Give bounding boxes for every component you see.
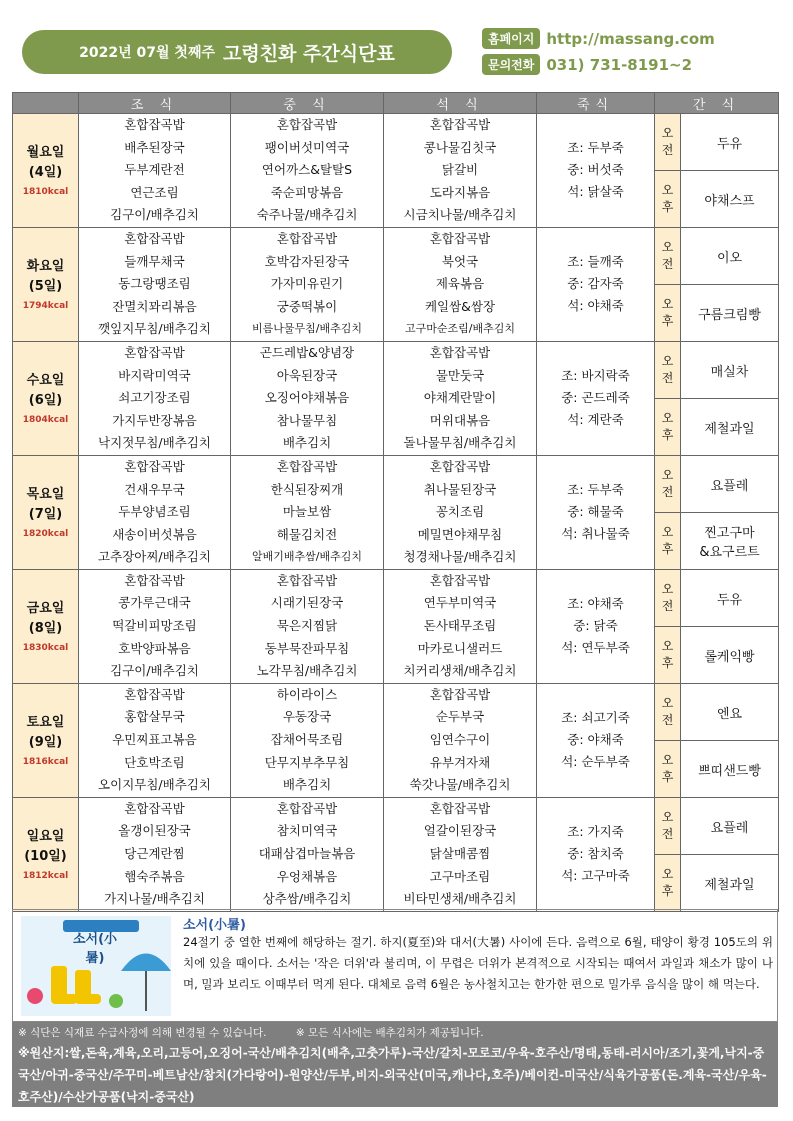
header-lunch: 중 식 — [231, 93, 384, 114]
menu-item: 아욱된장국 — [276, 367, 338, 383]
solar-term-text: 24절기 중 열한 번째에 해당하는 절기. 하지(夏至)와 대서(大暑) 사이에 든다. 음력으로 6월, 태양이 황경 105도의 위치에 있을 때이다. 소서는 '작은 더위'라 불리며, 이 무렵은 더위가 본격적으로 시작되는 때여서 과일과 채소가 많이 나며, 밀과 보리도 이때부터 먹게 된다. 대체로 음력 6월은 농사철치고는 한가한 편으로 밀가루 음식을 많이 해 먹는다. — [183, 935, 773, 991]
menu-item: 혼합잡곡밥 — [124, 230, 185, 246]
title-banner — [22, 30, 452, 74]
juk-item: 중: 닭죽 — [573, 618, 618, 634]
menu-item: 혼합잡곡밥 — [429, 230, 491, 246]
menu-item: 낙지젓무침/배추김치 — [98, 435, 211, 451]
lunch-cell — [231, 455, 384, 569]
origin-info: ※원산지:쌀,돈육,계육,오리,고등어,오징어-국산/배추김치(배추,고춧가루)-국산/갈치-모로코/우육-호주산/명태,동태-러시아/조기,꽃게,낙지-중국산/아귀-중국산/주꾸미-베트남산/참치(가다랑어)-원양산/두부,비지-외국산(미국,캐나다,호주)/베이컨-미국산/식육가공품(돈.계육-국산/우육-호주산)/수산가공품(낙지-중국산) — [18, 1046, 767, 1104]
day-date: (4일) — [28, 165, 63, 181]
table-row — [13, 797, 779, 854]
menu-item: 상추쌈/배추김치 — [262, 891, 352, 907]
day-name: 월요일 — [26, 145, 65, 161]
menu-item: 혼합잡곡밥 — [124, 800, 185, 816]
day-name: 금요일 — [26, 601, 65, 617]
juk-item: 석: 취나물죽 — [561, 526, 630, 542]
menu-item: 연근조림 — [130, 184, 179, 200]
menu-item: 오이지무침/배추김치 — [98, 777, 211, 793]
table-row — [13, 114, 779, 171]
am-snack: 요플레 — [681, 797, 779, 854]
menu-item: 케일쌈&쌈장 — [424, 298, 496, 314]
menu-item: 우엉채볶음 — [276, 868, 338, 884]
menu-item: 쑥갓나물/배추김치 — [409, 777, 511, 793]
menu-item: 취나물된장국 — [423, 481, 497, 497]
menu-item: 죽순피망볶음 — [270, 184, 344, 200]
menu-item: 혼합잡곡밥 — [276, 117, 338, 132]
menu-item: 한식된장찌개 — [270, 481, 344, 497]
table-row — [13, 455, 779, 512]
menu-item: 비타민생채/배추김치 — [403, 891, 517, 907]
menu-item: 메밀면야채무침 — [417, 526, 503, 542]
note-change: ※ 식단은 식재료 수급사정에 의해 변경될 수 있습니다. — [18, 1027, 267, 1039]
juk-item: 조: 바지락죽 — [561, 368, 630, 384]
juk-item: 조: 쇠고기죽 — [561, 710, 630, 726]
day-cell — [13, 114, 79, 228]
menu-item: 시래기된장국 — [270, 595, 344, 611]
poster-title: 소서(小暑) — [72, 932, 118, 966]
menu-item: 비름나물무침/배추김치 — [252, 322, 362, 336]
menu-item: 호박양파볶음 — [118, 640, 191, 656]
menu-item: 당근계란찜 — [124, 846, 185, 861]
day-kcal: 1810kcal — [22, 187, 69, 198]
day-kcal: 1820kcal — [22, 529, 69, 540]
day-kcal: 1812kcal — [22, 871, 69, 882]
lunch-cell — [231, 114, 384, 228]
menu-item: 혼합잡곡밥 — [124, 344, 185, 360]
am-label: 오 전 — [655, 227, 681, 284]
breakfast-cell — [79, 683, 231, 797]
menu-item: 혼합잡곡밥 — [124, 117, 185, 132]
table-row — [13, 683, 779, 740]
lunch-cell — [231, 227, 384, 341]
menu-item: 돌나물무침/배추김치 — [403, 435, 517, 451]
menu-item: 곤드레밥&양념장 — [259, 344, 355, 360]
menu-item: 콩가루근대국 — [118, 595, 191, 611]
menu-item: 혼합잡곡밥 — [429, 458, 491, 474]
menu-item: 우동장국 — [282, 709, 332, 725]
menu-item: 청경채나물/배추김치 — [403, 549, 517, 565]
am-snack: 이오 — [681, 227, 779, 284]
menu-item: 혼합잡곡밥 — [429, 572, 491, 588]
am-snack: 요플레 — [681, 455, 779, 512]
pm-snack: 구름크림빵 — [681, 285, 779, 341]
menu-item: 해물김치전 — [276, 526, 338, 542]
juk-item: 조: 가지죽 — [567, 824, 624, 840]
menu-item: 혼합잡곡밥 — [276, 800, 338, 816]
am-label: 오 전 — [655, 114, 681, 171]
menu-item: 배추된장국 — [124, 139, 185, 155]
am-label: 오 전 — [655, 683, 681, 740]
menu-item: 김구이/배추김치 — [110, 663, 199, 679]
menu-item: 숙주나물/배추김치 — [256, 207, 358, 223]
menu-item: 궁중떡볶이 — [276, 298, 338, 314]
juk-item: 조: 두부죽 — [567, 140, 624, 156]
pm-label: 오 후 — [655, 285, 681, 341]
am-snack: 매실차 — [681, 341, 779, 398]
menu-item: 고구마조림 — [429, 868, 491, 884]
menu-item: 시금치나물/배추김치 — [403, 207, 517, 223]
juk-item: 중: 곤드레죽 — [561, 390, 630, 406]
menu-item: 고구마순조림/배추김치 — [405, 322, 515, 336]
day-name: 토요일 — [26, 715, 65, 731]
menu-item: 두부계란전 — [124, 162, 185, 178]
day-name: 화요일 — [26, 259, 65, 275]
day-date: (7일) — [28, 507, 63, 523]
pm-snack: 찐고구마 &요구르트 — [681, 513, 779, 569]
juk-item: 중: 참치죽 — [567, 846, 624, 862]
pm-snack: 제철과일 — [681, 855, 779, 911]
notes-box — [12, 1022, 778, 1107]
solar-term-box — [12, 909, 778, 1022]
menu-item: 가지나물/배추김치 — [104, 891, 205, 907]
table-row — [13, 569, 779, 626]
menu-item: 대패삼겹마늘볶음 — [258, 846, 356, 861]
menu-item: 바지락미역국 — [118, 367, 191, 383]
notes-line — [18, 1024, 772, 1042]
am-label: 오 전 — [655, 569, 681, 626]
menu-item: 북엇국 — [441, 253, 479, 269]
header-day — [13, 93, 79, 114]
menu-item: 야채계란말이 — [423, 390, 497, 406]
juk-cell — [537, 797, 655, 911]
menu-item: 건새우무국 — [124, 481, 185, 497]
day-cell — [13, 683, 79, 797]
lunch-cell — [231, 569, 384, 683]
menu-item: 올갱이된장국 — [118, 823, 191, 839]
juk-cell — [537, 455, 655, 569]
menu-item: 얼갈이된장국 — [423, 823, 497, 839]
am-snack: 두유 — [681, 569, 779, 626]
lunch-cell — [231, 683, 384, 797]
am-snack: 두유 — [681, 114, 779, 171]
menu-item: 팽이버섯미역국 — [264, 139, 350, 155]
menu-item: 가지두반장볶음 — [112, 412, 197, 428]
dinner-cell — [384, 797, 537, 911]
menu-item: 단무지부추무침 — [264, 754, 350, 770]
phone-row — [482, 54, 692, 75]
day-name: 목요일 — [26, 487, 65, 503]
menu-item: 콩나물김칫국 — [423, 139, 497, 155]
day-date: (10일) — [24, 849, 67, 865]
menu-item: 혼합잡곡밥 — [429, 686, 491, 702]
solar-term-title: 소서(小暑) — [183, 918, 246, 933]
homepage-row — [482, 28, 715, 49]
header-breakfast: 조 식 — [79, 93, 231, 114]
menu-item: 유부겨자채 — [429, 754, 491, 770]
menu-item: 연두부미역국 — [423, 595, 497, 611]
pm-snack: 제철과일 — [681, 399, 779, 455]
menu-item: 단호박조림 — [124, 754, 185, 770]
day-kcal: 1830kcal — [22, 643, 69, 654]
juk-item: 석: 연두부죽 — [561, 640, 630, 656]
juk-cell — [537, 227, 655, 341]
page-title: 고령친화 주간식단표 — [223, 42, 395, 65]
am-snack: 엔요 — [681, 683, 779, 740]
menu-item: 닭살매콤찜 — [429, 846, 491, 861]
juk-item: 석: 순두부죽 — [561, 754, 630, 770]
menu-item: 새송이버섯볶음 — [112, 526, 197, 542]
menu-item: 배추김치 — [282, 777, 332, 793]
menu-item: 고추장아찌/배추김치 — [98, 549, 211, 565]
menu-item: 알배기배추쌈/배추김치 — [252, 550, 362, 564]
title-prefix: 2022년 07월 첫째주 — [79, 45, 215, 61]
menu-item: 꽁치조림 — [435, 504, 485, 520]
dinner-cell — [384, 683, 537, 797]
header-snack: 간 식 — [655, 93, 779, 114]
menu-item: 참치미역국 — [276, 823, 338, 839]
day-kcal: 1816kcal — [22, 757, 69, 768]
menu-item: 잡채어묵조림 — [270, 732, 344, 748]
table-header-row — [13, 93, 779, 114]
menu-item: 참나물무침 — [276, 412, 338, 428]
day-date: (8일) — [28, 621, 63, 637]
menu-item: 배추김치 — [282, 435, 332, 451]
dinner-cell — [384, 455, 537, 569]
dinner-cell — [384, 569, 537, 683]
menu-item: 묵은지찜닭 — [276, 618, 338, 634]
am-label: 오 전 — [655, 341, 681, 398]
pm-label: 오 후 — [655, 171, 681, 227]
breakfast-cell — [79, 227, 231, 341]
juk-item: 조: 들깨죽 — [567, 254, 624, 270]
menu-item: 혼합잡곡밥 — [429, 117, 491, 132]
menu-item: 햄숙주볶음 — [124, 868, 185, 884]
day-date: (6일) — [28, 393, 63, 409]
menu-item: 혼합잡곡밥 — [276, 572, 338, 588]
table-row — [13, 341, 779, 398]
pm-label: 오 후 — [655, 513, 681, 569]
pm-label: 오 후 — [655, 399, 681, 455]
menu-item: 치커리생채/배추김치 — [403, 663, 517, 679]
menu-item: 두부양념조림 — [118, 504, 191, 520]
header-juk: 죽식 — [537, 93, 655, 114]
menu-item: 혼합잡곡밥 — [429, 800, 491, 816]
weekly-menu-table — [12, 92, 779, 912]
dinner-cell — [384, 114, 537, 228]
juk-item: 조: 야채죽 — [567, 596, 624, 612]
menu-item: 머위대볶음 — [429, 412, 491, 428]
header-dinner: 석 식 — [384, 93, 537, 114]
menu-item: 돈사태무조림 — [423, 618, 497, 634]
menu-item: 연어까스&탈탈S — [261, 162, 353, 178]
menu-item: 김구이/배추김치 — [110, 207, 199, 223]
pm-snack: 롤케익빵 — [681, 627, 779, 683]
menu-item: 동그랑땡조림 — [118, 276, 191, 292]
menu-item: 혼합잡곡밥 — [276, 458, 338, 474]
homepage-label: 홈페이지 — [482, 28, 540, 49]
day-cell — [13, 797, 79, 911]
menu-item: 쇠고기장조림 — [118, 390, 191, 406]
pm-label: 오 후 — [655, 741, 681, 797]
lunch-cell — [231, 797, 384, 911]
juk-item: 석: 계란죽 — [567, 412, 624, 428]
day-kcal: 1804kcal — [22, 415, 69, 426]
menu-item: 오징어야채볶음 — [264, 390, 350, 406]
menu-item: 물만둣국 — [435, 367, 485, 383]
menu-item: 혼합잡곡밥 — [124, 458, 185, 474]
juk-item: 중: 야채죽 — [567, 732, 624, 748]
juk-item: 중: 감자죽 — [567, 276, 624, 292]
menu-item: 혼합잡곡밥 — [429, 344, 491, 360]
menu-item: 혼합잡곡밥 — [124, 686, 185, 702]
juk-item: 석: 야채죽 — [567, 298, 624, 314]
menu-item: 닭갈비 — [441, 162, 479, 178]
menu-item: 제육볶음 — [435, 276, 485, 292]
menu-item: 혼합잡곡밥 — [276, 230, 338, 246]
table-row — [13, 227, 779, 284]
juk-item: 석: 닭살죽 — [567, 184, 624, 200]
day-name: 일요일 — [26, 829, 65, 845]
pm-label: 오 후 — [655, 627, 681, 683]
juk-item: 중: 버섯죽 — [567, 162, 624, 178]
day-cell — [13, 227, 79, 341]
homepage-link[interactable]: http://massang.com — [546, 29, 715, 48]
am-label: 오 전 — [655, 455, 681, 512]
day-date: (5일) — [28, 279, 63, 295]
menu-item: 혼합잡곡밥 — [124, 572, 185, 588]
juk-item: 조: 두부죽 — [567, 482, 624, 498]
breakfast-cell — [79, 114, 231, 228]
juk-item: 석: 고구마죽 — [561, 868, 630, 884]
dinner-cell — [384, 341, 537, 455]
phone-label: 문의전화 — [482, 54, 540, 75]
menu-item: 떡갈비피망조림 — [112, 618, 197, 634]
menu-item: 들깨무채국 — [124, 253, 185, 269]
menu-item: 하이라이스 — [276, 686, 338, 702]
day-cell — [13, 341, 79, 455]
breakfast-cell — [79, 341, 231, 455]
juk-cell — [537, 114, 655, 228]
juk-cell — [537, 683, 655, 797]
breakfast-cell — [79, 797, 231, 911]
juk-cell — [537, 569, 655, 683]
menu-item: 도라지볶음 — [429, 184, 491, 200]
menu-item: 가자미유린기 — [270, 276, 344, 292]
menu-item: 노각무침/배추김치 — [256, 663, 358, 679]
menu-item: 호박감자된장국 — [264, 253, 350, 269]
day-name: 수요일 — [26, 373, 65, 389]
pm-snack: 야채스프 — [681, 171, 779, 227]
menu-item: 홍합살무국 — [124, 709, 185, 725]
day-kcal: 1794kcal — [22, 301, 69, 312]
menu-item: 마카로니샐러드 — [417, 640, 503, 656]
lunch-cell — [231, 341, 384, 455]
day-date: (9일) — [28, 735, 63, 751]
menu-item: 임연수구이 — [429, 732, 491, 748]
day-cell — [13, 455, 79, 569]
am-label: 오 전 — [655, 797, 681, 854]
menu-item: 우민찌표고볶음 — [112, 732, 197, 748]
menu-item: 동부묵잔파무침 — [264, 640, 350, 656]
menu-item: 마늘보쌈 — [282, 504, 332, 520]
menu-item: 순두부국 — [435, 709, 485, 725]
menu-item: 잔멸치꽈리볶음 — [112, 298, 197, 314]
breakfast-cell — [79, 455, 231, 569]
breakfast-cell — [79, 569, 231, 683]
juk-item: 중: 해물죽 — [567, 504, 624, 520]
pm-label: 오 후 — [655, 855, 681, 911]
pm-snack: 쁘띠샌드빵 — [681, 741, 779, 797]
phone-value: 031) 731-8191~2 — [546, 55, 693, 74]
juk-cell — [537, 341, 655, 455]
menu-item: 깻잎지무침/배추김치 — [98, 321, 211, 337]
dinner-cell — [384, 227, 537, 341]
day-cell — [13, 569, 79, 683]
note-kimchi: ※ 모든 식사에는 배추김치가 제공됩니다. — [295, 1027, 484, 1039]
